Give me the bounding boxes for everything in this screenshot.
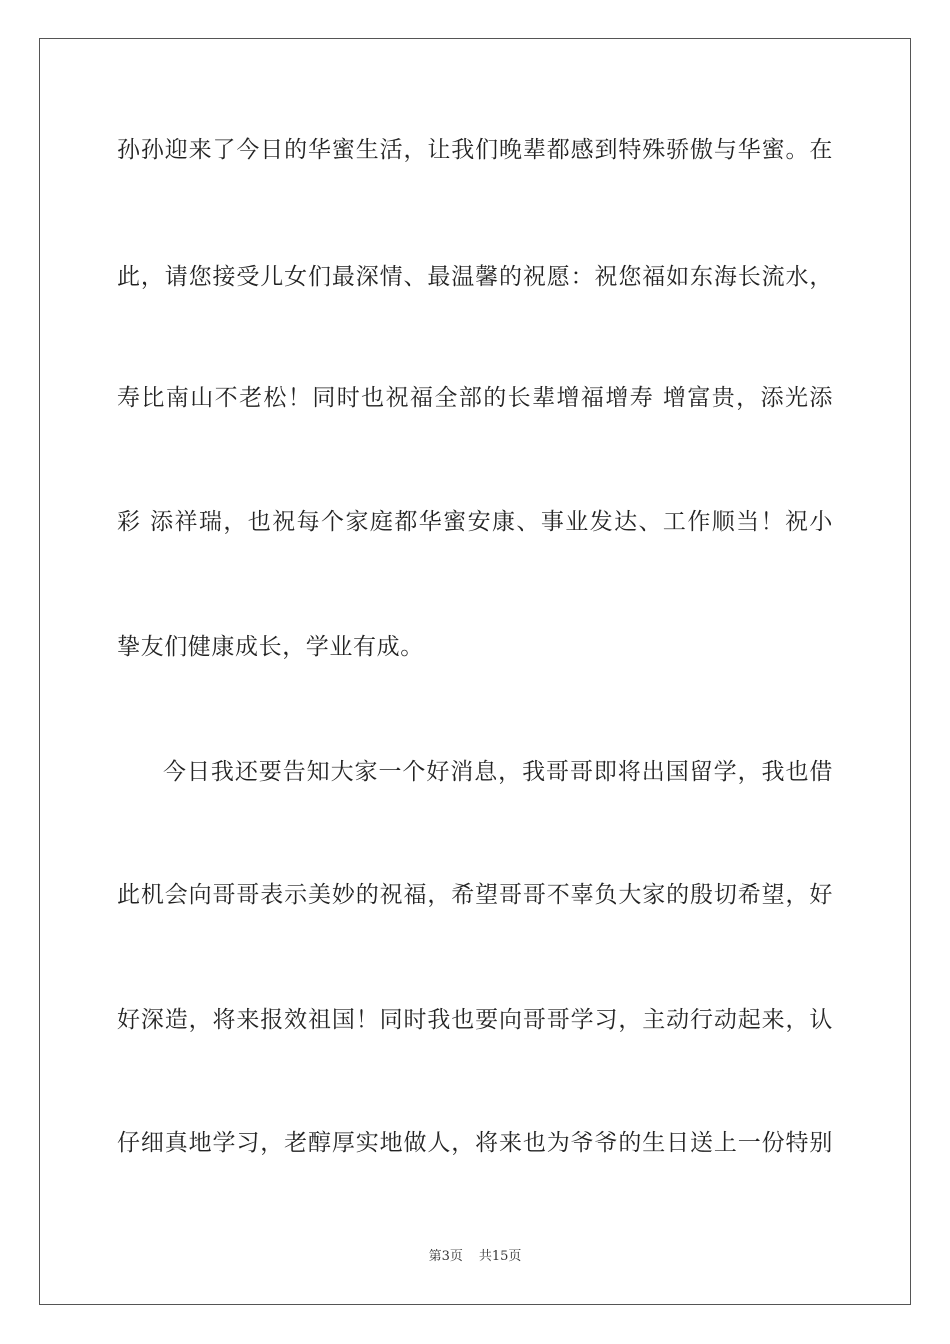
body-line-6: 今日我还要告知大家一个好消息，我哥哥即将出国留学，我也借 xyxy=(163,759,833,785)
page-number: 第3页 xyxy=(428,1249,463,1264)
page-footer xyxy=(0,1248,950,1266)
body-line-8: 好深造，将来报效祖国！同时我也要向哥哥学习，主动行动起来，认 xyxy=(117,1007,833,1033)
body-line-1: 孙孙迎来了今日的华蜜生活，让我们晚辈都感到特殊骄傲与华蜜。在 xyxy=(117,137,833,163)
body-line-3: 寿比南山不老松！同时也祝福全部的长辈增福增寿 增富贵，添光添 xyxy=(117,385,833,411)
body-line-2: 此，请您接受儿女们最深情、最温馨的祝愿：祝您福如东海长流水， xyxy=(117,264,833,290)
page-frame xyxy=(39,38,911,1305)
body-line-5: 挚友们健康成长，学业有成。 xyxy=(117,634,424,660)
page-total: 共15页 xyxy=(478,1249,522,1264)
body-line-4: 彩 添祥瑞，也祝每个家庭都华蜜安康、事业发达、工作顺当！祝小 xyxy=(117,509,833,535)
body-line-9: 仔细真地学习，老醇厚实地做人，将来也为爷爷的生日送上一份特别 xyxy=(117,1130,833,1156)
body-line-7: 此机会向哥哥表示美妙的祝福，希望哥哥不辜负大家的殷切希望，好 xyxy=(117,882,833,908)
